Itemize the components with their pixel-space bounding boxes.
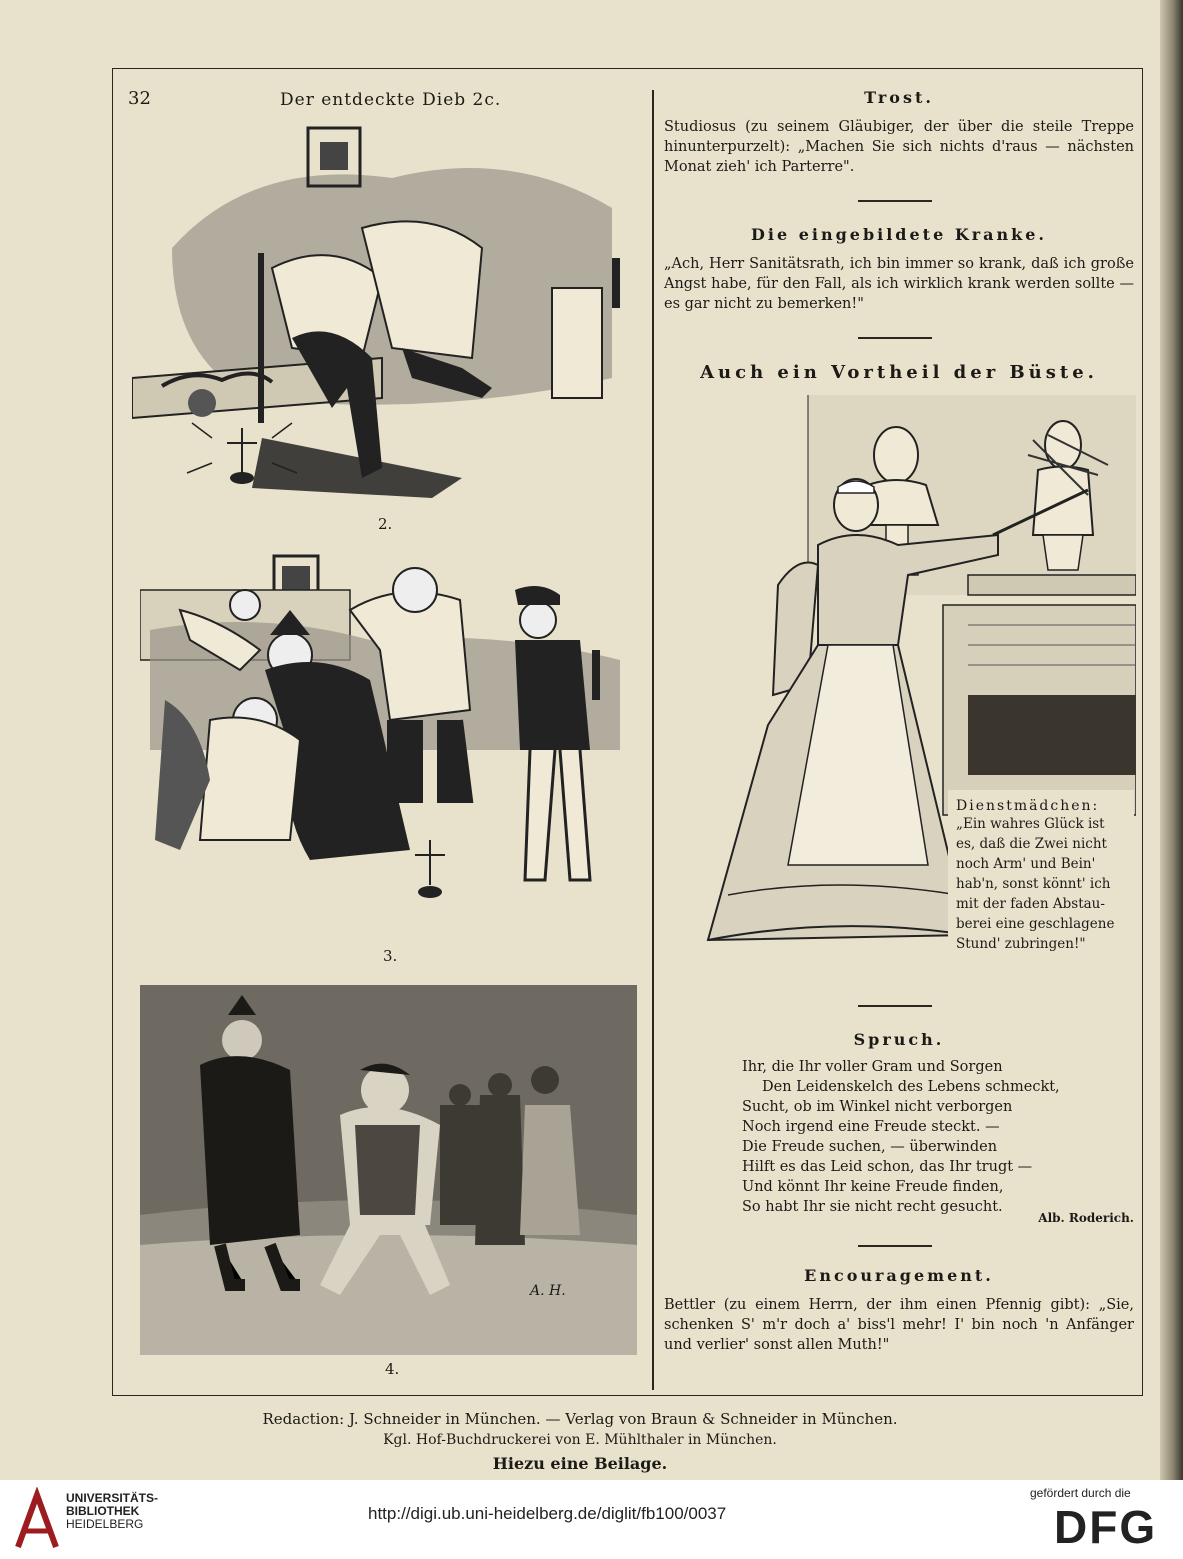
poem-line: So habt Ihr sie nicht recht gesucht. bbox=[742, 1199, 1003, 1215]
maid-caption-box bbox=[948, 790, 1134, 975]
poem-line: Ihr, die Ihr voller Gram und Sorgen bbox=[742, 1059, 1003, 1075]
poem-line: Die Freude suchen, — überwinden bbox=[742, 1139, 998, 1155]
maid-caption-speaker: Dienstmädchen: bbox=[956, 798, 1100, 814]
caption-line: hab'n, sonst könnt' ich bbox=[956, 876, 1111, 892]
caption-line: mit der faden Abstau- bbox=[956, 896, 1105, 912]
page-number: 32 bbox=[128, 88, 151, 109]
maid-caption-text bbox=[956, 814, 1134, 954]
figure-label-3: 3. bbox=[383, 947, 398, 965]
poem-line: Und könnt Ihr keine Freude finden, bbox=[742, 1179, 1004, 1195]
caption-line: Stund' zubringen!" bbox=[956, 936, 1086, 952]
illustration-fig2 bbox=[132, 118, 632, 518]
library-name bbox=[66, 1492, 158, 1531]
separator-rule bbox=[858, 1245, 932, 1247]
svg-text:A. H.: A. H. bbox=[530, 1283, 566, 1299]
permalink-url[interactable]: http://digi.ub.uni-heidelberg.de/diglit/fb100/0037 bbox=[368, 1504, 727, 1523]
caption-line: „Ein wahres Glück ist bbox=[956, 816, 1105, 832]
illustration-fig3 bbox=[140, 550, 640, 945]
spruch-heading: Spruch. bbox=[853, 1030, 945, 1049]
column-rule bbox=[652, 90, 654, 1390]
article-kranke bbox=[664, 225, 1134, 314]
encouragement-text: Bettler (zu einem Herrn, der ihm einen Pfennig gibt): „Sie, schenken S' m'r doch a' biss'l mehr! I' bin noch 'n Anfänger und verlier' sonst allen Muth!" bbox=[664, 1297, 1134, 1353]
funded-by-label: gefördert durch die bbox=[1030, 1486, 1131, 1500]
article-spruch bbox=[664, 1030, 1134, 1225]
figure-label-2: 2. bbox=[378, 515, 393, 533]
trost-heading: Trost. bbox=[864, 88, 934, 107]
spruch-poem bbox=[742, 1057, 1134, 1217]
article-encouragement bbox=[664, 1266, 1134, 1355]
kranke-text: „Ach, Herr Sanitätsrath, ich bin immer so krank, daß ich große Angst habe, für den Fall, als ich wirklich krank werden sollte — es gar nicht zu bemerken!" bbox=[664, 256, 1134, 312]
spruch-author: Alb. Roderich. bbox=[1038, 1211, 1134, 1225]
caption-line: berei eine geschlagene bbox=[956, 916, 1115, 932]
figure-label-4: 4. bbox=[385, 1360, 400, 1378]
separator-rule bbox=[858, 1005, 932, 1007]
caption-line: noch Arm' und Bein' bbox=[956, 856, 1096, 872]
buste-heading: Auch ein Vortheil der Büste. bbox=[700, 362, 1098, 383]
library-name-line: HEIDELBERG bbox=[66, 1517, 144, 1531]
article-trost bbox=[664, 88, 1134, 177]
article-buste bbox=[664, 362, 1134, 383]
separator-rule bbox=[858, 337, 932, 339]
comic-title: Der entdeckte Dieb 2c. bbox=[280, 90, 502, 110]
poem-line: Noch irgend eine Freude steckt. — bbox=[742, 1119, 1000, 1135]
heidelberg-library-logo-icon bbox=[14, 1487, 60, 1551]
illustration-fig4 bbox=[140, 985, 637, 1355]
kranke-heading: Die eingebildete Kranke. bbox=[751, 225, 1047, 244]
imprint-line-1: Redaction: J. Schneider in München. — Verlag von Braun & Schneider in München. bbox=[262, 1410, 898, 1428]
caption-line: es, daß die Zwei nicht bbox=[956, 836, 1107, 852]
imprint-line-2: Kgl. Hof-Buchdruckerei von E. Mühlthaler in München. bbox=[383, 1432, 777, 1448]
dfg-logo: DFG bbox=[1054, 1501, 1158, 1553]
poem-line: Sucht, ob im Winkel nicht verborgen bbox=[742, 1099, 1013, 1115]
separator-rule bbox=[858, 200, 932, 202]
supplement-note: Hiezu eine Beilage. bbox=[492, 1454, 668, 1473]
encouragement-heading: Encouragement. bbox=[804, 1266, 994, 1285]
trost-text: Studiosus (zu seinem Gläubiger, der über die steile Treppe hinunterpurzelt): „Machen Sie sich nichts d'raus — nächsten Monat zieh' ich Parterre". bbox=[664, 119, 1134, 175]
poem-line: Hilft es das Leid schon, das Ihr trugt — bbox=[742, 1159, 1033, 1175]
poem-line: Den Leidenskelch des Lebens schmeckt, bbox=[762, 1079, 1060, 1095]
library-name-line: UNIVERSITÄTS- bbox=[66, 1491, 159, 1505]
library-name-line: BIBLIOTHEK bbox=[66, 1504, 140, 1518]
